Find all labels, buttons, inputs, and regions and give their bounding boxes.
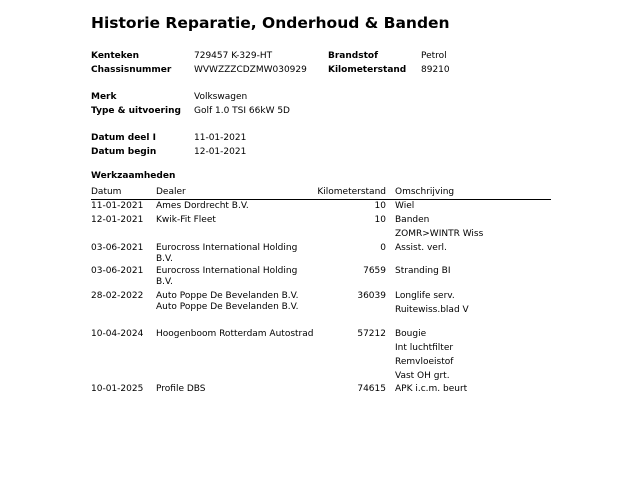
- row-km: 36039: [357, 291, 386, 301]
- header-divider: [91, 199, 551, 200]
- row-dealer: Auto Poppe De Bevelanden B.V.: [156, 291, 299, 301]
- row-datum: 03-06-2021: [91, 266, 144, 276]
- row-dealer-cont: B.V.: [156, 254, 173, 264]
- type-value: Golf 1.0 TSI 66kW 5D: [194, 106, 290, 116]
- datum-deel1-value: 11-01-2021: [194, 133, 247, 143]
- row-datum: 28-02-2022: [91, 291, 144, 301]
- row-datum: 10-04-2024: [91, 329, 144, 339]
- row-dealer: Profile DBS: [156, 384, 206, 394]
- row-datum: 10-01-2025: [91, 384, 144, 394]
- row-km: 57212: [357, 329, 386, 339]
- row-omschrijving: Int luchtfilter: [395, 343, 454, 353]
- row-omschrijving: Stranding BI: [395, 266, 451, 276]
- chassis-value: WVWZZZCDZMW030929: [194, 65, 307, 75]
- row-km: 10: [374, 201, 386, 211]
- row-datum: 11-01-2021: [91, 201, 144, 211]
- row-omschrijving: APK i.c.m. beurt: [395, 384, 468, 394]
- row-dealer: Ames Dordrecht B.V.: [156, 201, 249, 211]
- datum-deel1-label: Datum deel I: [91, 133, 156, 143]
- row-datum: 03-06-2021: [91, 243, 144, 253]
- row-omschrijving: Banden: [395, 215, 430, 225]
- brandstof-label: Brandstof: [328, 51, 378, 61]
- row-km: 10: [374, 215, 386, 225]
- kenteken-label: Kenteken: [91, 51, 139, 61]
- brandstof-value: Petrol: [421, 51, 447, 61]
- row-omschrijving: Remvloeistof: [395, 357, 454, 367]
- row-omschrijving: Assist. verl.: [395, 243, 447, 253]
- chassis-label: Chassisnummer: [91, 65, 172, 75]
- page-title: Historie Reparatie, Onderhoud & Banden: [91, 14, 450, 32]
- col-dealer-header: Dealer: [156, 187, 186, 197]
- row-km: 0: [380, 243, 386, 253]
- row-dealer-cont: B.V.: [156, 277, 173, 287]
- row-omschrijving: Ruitewiss.blad V: [395, 305, 469, 315]
- merk-value: Volkswagen: [194, 92, 248, 102]
- km-value: 89210: [421, 65, 450, 75]
- row-dealer: Eurocross International Holding: [156, 243, 298, 253]
- row-omschrijving: Bougie: [395, 329, 427, 339]
- row-omschrijving: Wiel: [395, 201, 415, 211]
- col-datum-header: Datum: [91, 187, 122, 197]
- datum-begin-value: 12-01-2021: [194, 147, 247, 157]
- type-label: Type & uitvoering: [91, 106, 181, 116]
- row-omschrijving: Vast OH grt.: [395, 371, 450, 381]
- datum-begin-label: Datum begin: [91, 147, 157, 157]
- row-dealer: Eurocross International Holding: [156, 266, 298, 276]
- row-omschrijving: ZOMR>WINTR Wiss: [395, 229, 484, 239]
- row-km: 7659: [363, 266, 386, 276]
- row-dealer: Kwik-Fit Fleet: [156, 215, 216, 225]
- werkzaamheden-heading: Werkzaamheden: [91, 171, 176, 181]
- km-label: Kilometerstand: [328, 65, 407, 75]
- col-omschrijving-header: Omschrijving: [395, 187, 455, 197]
- row-km: 74615: [357, 384, 386, 394]
- col-km-header: Kilometerstand: [317, 187, 386, 197]
- kenteken-value: 729457 K-329-HT: [194, 51, 273, 61]
- row-datum: 12-01-2021: [91, 215, 144, 225]
- row-omschrijving: Longlife serv.: [395, 291, 455, 301]
- merk-label: Merk: [91, 92, 117, 102]
- row-dealer-cont: Auto Poppe De Bevelanden B.V.: [156, 302, 299, 312]
- row-dealer: Hoogenboom Rotterdam Autostrad: [156, 329, 314, 339]
